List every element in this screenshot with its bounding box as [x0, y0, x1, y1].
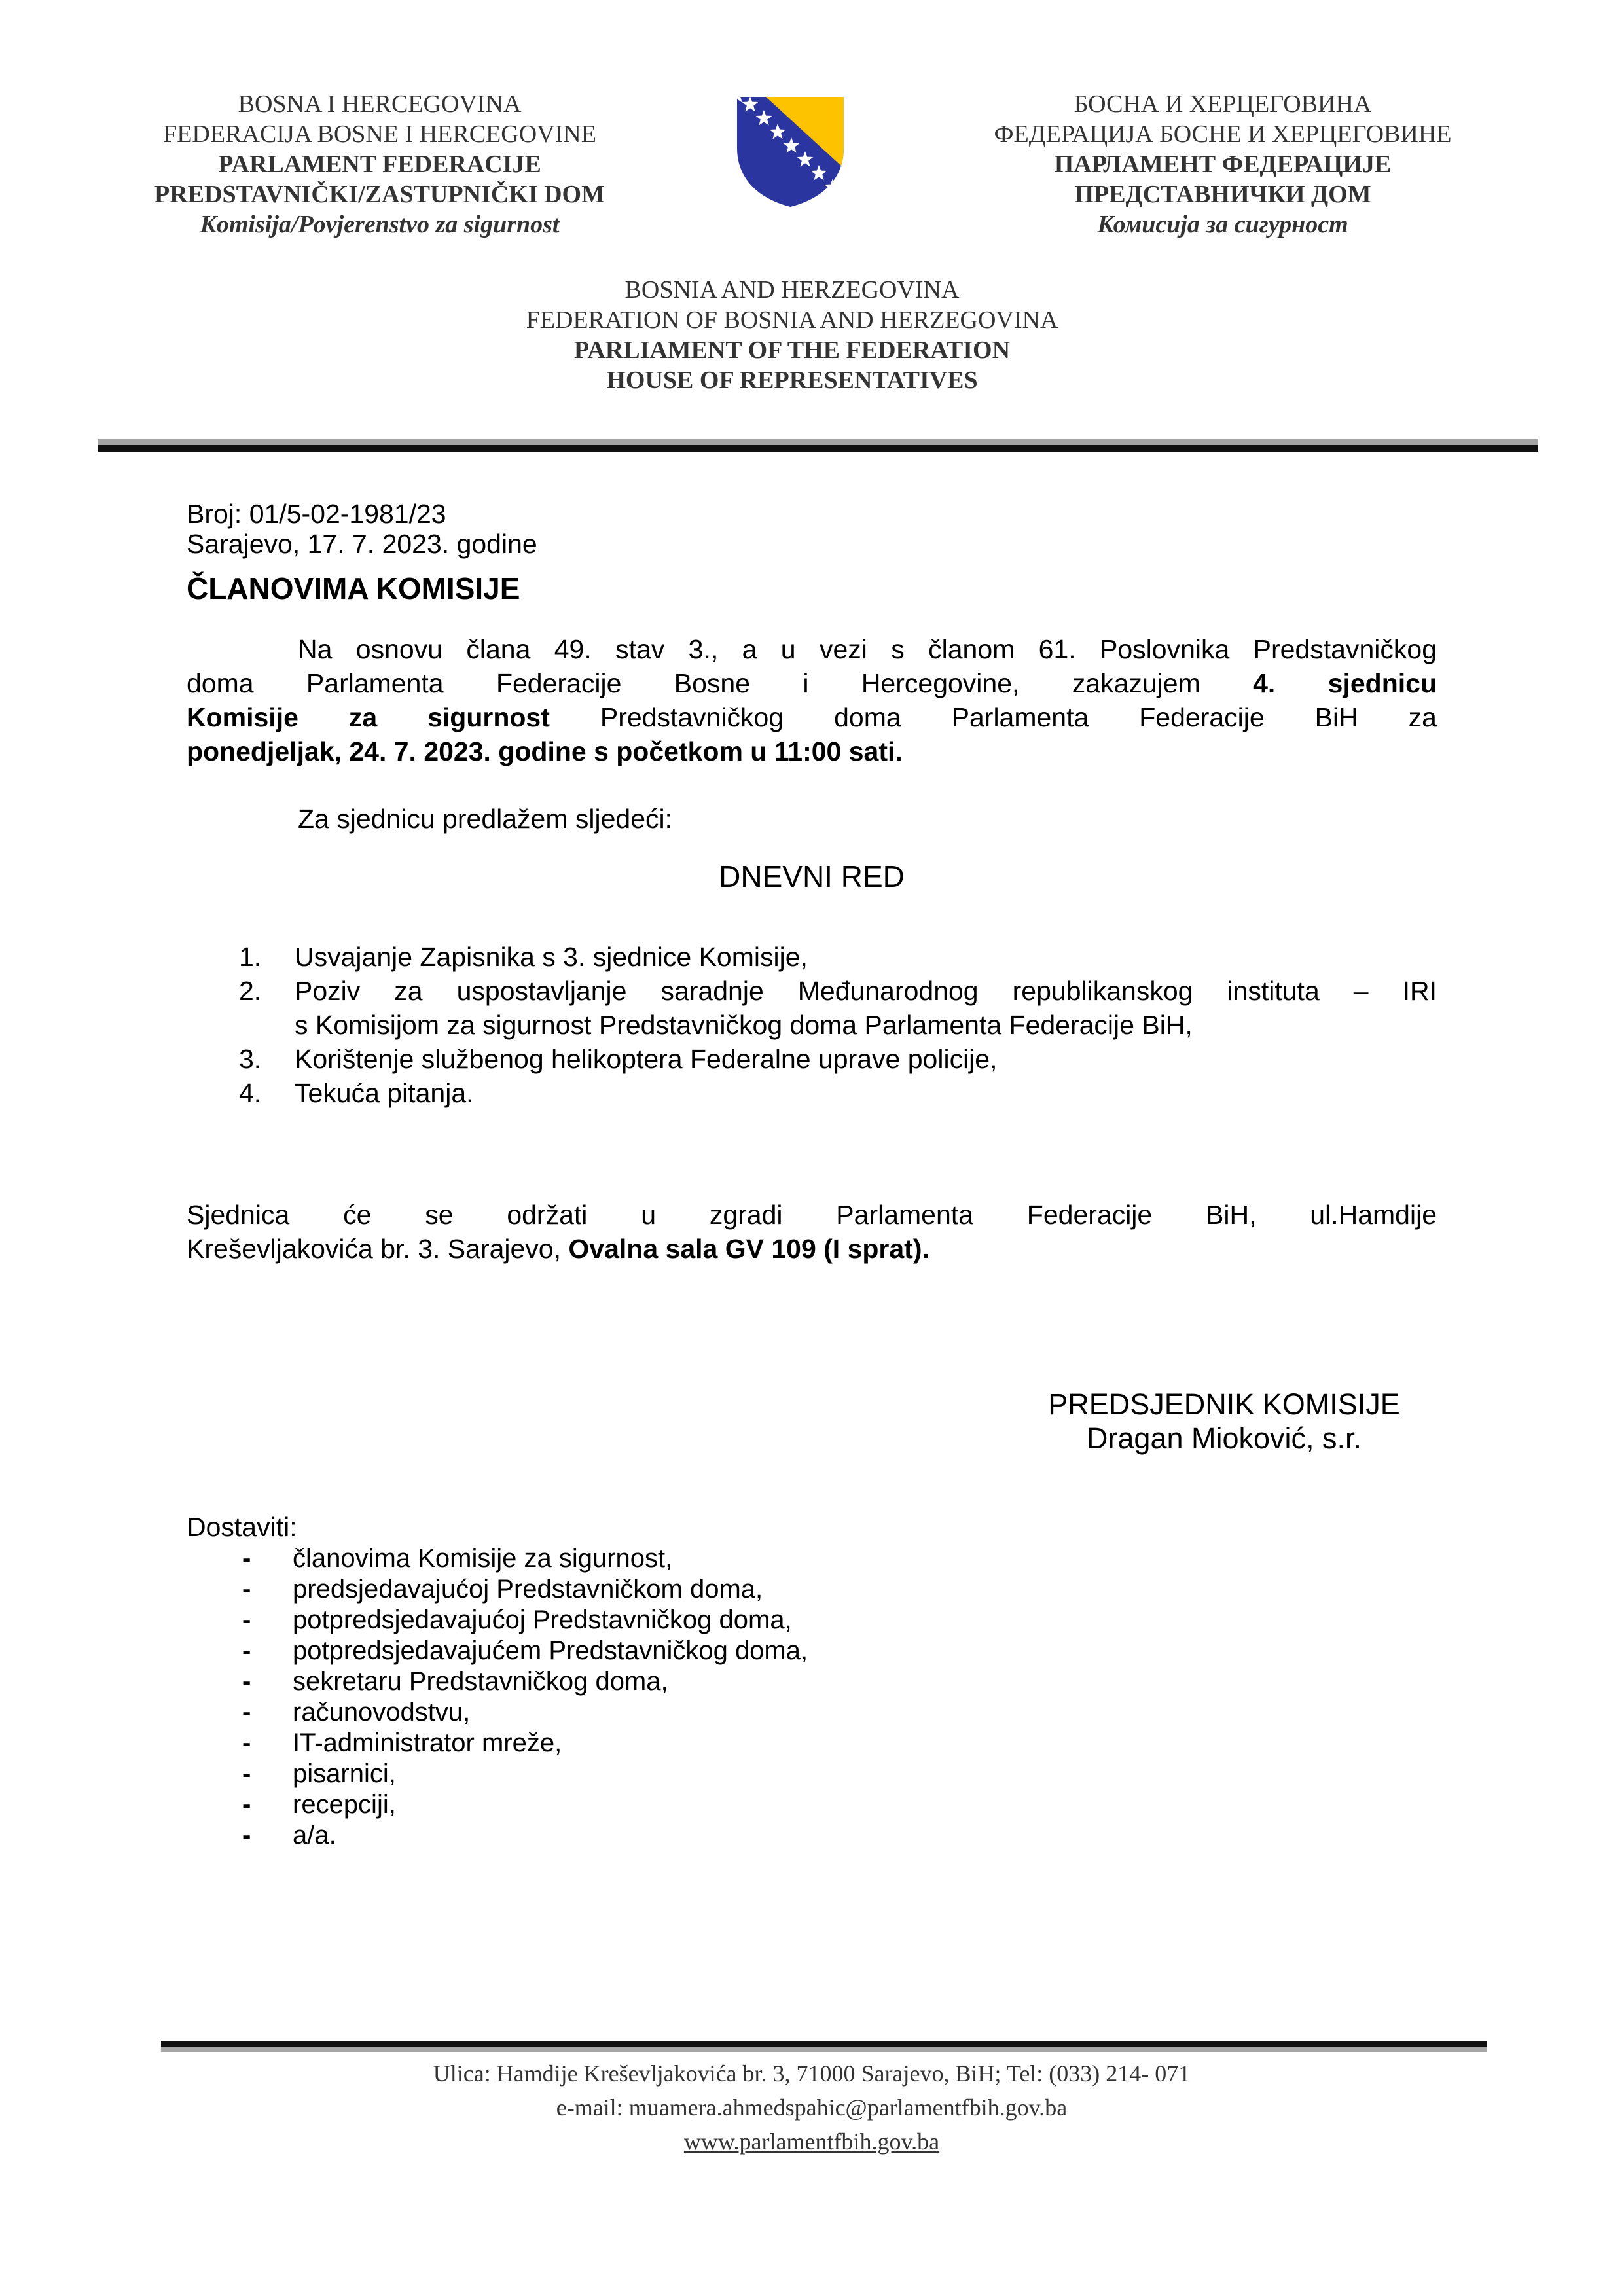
signature-name: Dragan Mioković, s.r. — [1086, 1422, 1362, 1455]
header-bosnian-line4: PREDSTAVNIČKI/ZASTUPNIČKI DOM — [154, 181, 605, 208]
propose-line: Za sjednicu predlažem sljedeći: — [298, 804, 672, 834]
header-bosnian-line1: BOSNA I HERCEGOVINA — [238, 90, 522, 118]
agenda-item-4-number: 4. — [239, 1078, 262, 1108]
header-bosnian-line3: PARLAMENT FEDERACIJE — [218, 151, 541, 178]
location-line2 — [187, 1232, 1437, 1266]
agenda-item-2-line2: s Komisijom za sigurnost Predstavničkog doma Parlamenta Federacije BiH, — [295, 1010, 1193, 1040]
intro-line2-bold: 4. sjednicu — [1253, 668, 1437, 698]
header-cyrillic-line5: Комисија за сигурност — [1097, 211, 1348, 238]
distribution-item-text: a/a. — [293, 1821, 336, 1850]
location-line2-bold: Ovalna sala GV 109 (I sprat). — [568, 1234, 929, 1264]
signature-title: PREDSJEDNIK KOMISIJE — [1048, 1388, 1400, 1421]
dash-bullet: - — [242, 1759, 251, 1788]
agenda-item-3-number: 3. — [239, 1044, 262, 1074]
dash-bullet: - — [242, 1544, 251, 1573]
distribution-item — [187, 1759, 1437, 1789]
header-english-line1: BOSNIA AND HERZEGOVINA — [624, 276, 960, 304]
agenda-item-2 — [187, 974, 1437, 1042]
intro-line3-regular: Predstavničkog doma Parlamenta Federacije BiH za — [549, 702, 1437, 732]
distribution-item-text: predsjedavajućoj Predstavničkom doma, — [293, 1575, 763, 1604]
distribution-item-text: potpredsjedavajućem Predstavničkog doma, — [293, 1636, 808, 1665]
location-line2-regular: Kreševljakovića br. 3. Sarajevo, — [187, 1234, 569, 1264]
intro-paragraph — [187, 632, 1437, 768]
header-cyrillic-line2: ФЕДЕРАЦИЈА БОСНЕ И ХЕРЦЕГОВИНЕ — [994, 120, 1452, 148]
agenda-item-1 — [187, 940, 1437, 974]
distribution-label: Dostaviti: — [187, 1512, 297, 1542]
header-english-line3: PARLIAMENT OF THE FEDERATION — [573, 336, 1011, 364]
header-cyrillic-line4: ПРЕДСТАВНИЧКИ ДОМ — [1074, 181, 1371, 208]
intro-line3-bold: Komisije za sigurnost — [187, 702, 550, 732]
distribution-item-text: IT-administrator mreže, — [293, 1729, 562, 1757]
distribution-item — [187, 1728, 1437, 1759]
dash-bullet: - — [242, 1821, 251, 1850]
distribution-item-text: računovodstvu, — [293, 1698, 471, 1727]
dash-bullet: - — [242, 1790, 251, 1819]
addressee-heading: ČLANOVIMA KOMISIJE — [187, 571, 520, 605]
agenda-item-1-text: Usvajanje Zapisnika s 3. sjednice Komisije, — [295, 942, 808, 972]
dash-bullet: - — [242, 1729, 251, 1757]
header-bosnian-line5: Komisija/Povjerenstvo za sigurnost — [200, 211, 560, 238]
intro-line2 — [187, 666, 1437, 700]
document-number: Broj: 01/5-02-1981/23 — [187, 499, 446, 529]
distribution-item-text: potpredsjedavajućoj Predstavničkog doma, — [293, 1605, 792, 1634]
agenda-item-3 — [187, 1042, 1437, 1076]
distribution-item-text: sekretaru Predstavničkog doma, — [293, 1667, 668, 1696]
header-cyrillic — [948, 89, 1498, 240]
dash-bullet: - — [242, 1605, 251, 1634]
signature-block — [956, 1388, 1492, 1456]
footer-divider-rule — [161, 2041, 1487, 2052]
distribution-item — [187, 1574, 1437, 1605]
distribution-item — [187, 1789, 1437, 1820]
distribution-item — [187, 1636, 1437, 1666]
header-bosnian — [105, 89, 655, 240]
location-paragraph — [187, 1198, 1437, 1266]
agenda-item-2-line1: Poziv za uspostavljanje saradnje Međunarodnog republikanskog instituta – IRI — [295, 976, 1437, 1006]
agenda-title: DNEVNI RED — [719, 859, 905, 893]
bih-coat-of-arms-icon — [733, 94, 848, 211]
location-line1: Sjednica će se održati u zgradi Parlamenta Federacije BiH, ul.Hamdije — [187, 1200, 1437, 1230]
dash-bullet: - — [242, 1575, 251, 1604]
header-cyrillic-line1: БОСНА И ХЕРЦЕГОВИНА — [1074, 90, 1372, 118]
dash-bullet: - — [242, 1636, 251, 1665]
footer-address: Ulica: Hamdije Kreševljakovića br. 3, 71000 Sarajevo, BiH; Tel: (033) 214- 071 — [433, 2060, 1191, 2087]
agenda-item-3-text: Korištenje službenog helikoptera Federalne uprave policije, — [295, 1044, 998, 1074]
distribution-item-text: članovima Komisije za sigurnost, — [293, 1544, 673, 1573]
agenda-item-2-number: 2. — [239, 976, 262, 1006]
header-cyrillic-line3: ПАРЛАМЕНТ ФЕДЕРАЦИЈЕ — [1054, 151, 1392, 178]
intro-line2-regular: doma Parlamenta Federacije Bosne i Hercegovine, zakazujem — [187, 668, 1254, 698]
footer-website-link[interactable]: www.parlamentfbih.gov.ba — [683, 2128, 940, 2155]
distribution-list — [187, 1543, 1437, 1851]
header-english — [517, 275, 1067, 395]
header-english-line2: FEDERATION OF BOSNIA AND HERZEGOVINA — [526, 306, 1058, 334]
distribution-item — [187, 1666, 1437, 1697]
distribution-item-text: recepciji, — [293, 1790, 396, 1819]
agenda-item-1-number: 1. — [239, 942, 262, 972]
dash-bullet: - — [242, 1667, 251, 1696]
header-english-line4: HOUSE OF REPRESENTATIVES — [606, 367, 978, 394]
document-meta — [187, 499, 537, 559]
footer-email: e-mail: muamera.ahmedspahic@parlamentfbih.gov.ba — [556, 2094, 1068, 2121]
distribution-item — [187, 1605, 1437, 1636]
header-divider-rule — [98, 439, 1538, 452]
intro-line4: ponedjeljak, 24. 7. 2023. godine s početkom u 11:00 sati. — [187, 736, 903, 766]
distribution-item-text: pisarnici, — [293, 1759, 396, 1788]
agenda-item-4 — [187, 1076, 1437, 1110]
distribution-item — [187, 1697, 1437, 1728]
document-date-place: Sarajevo, 17. 7. 2023. godine — [187, 529, 537, 559]
agenda-list — [187, 940, 1437, 1110]
agenda-item-4-text: Tekuća pitanja. — [295, 1078, 474, 1108]
distribution-item — [187, 1543, 1437, 1574]
intro-line3 — [187, 700, 1437, 734]
dash-bullet: - — [242, 1698, 251, 1727]
footer — [187, 2056, 1437, 2159]
intro-line1: Na osnovu člana 49. stav 3., a u vezi s članom 61. Poslovnika Predstavničkog — [298, 634, 1437, 664]
header-bosnian-line2: FEDERACIJA BOSNE I HERCEGOVINE — [163, 120, 596, 148]
distribution-item — [187, 1820, 1437, 1851]
